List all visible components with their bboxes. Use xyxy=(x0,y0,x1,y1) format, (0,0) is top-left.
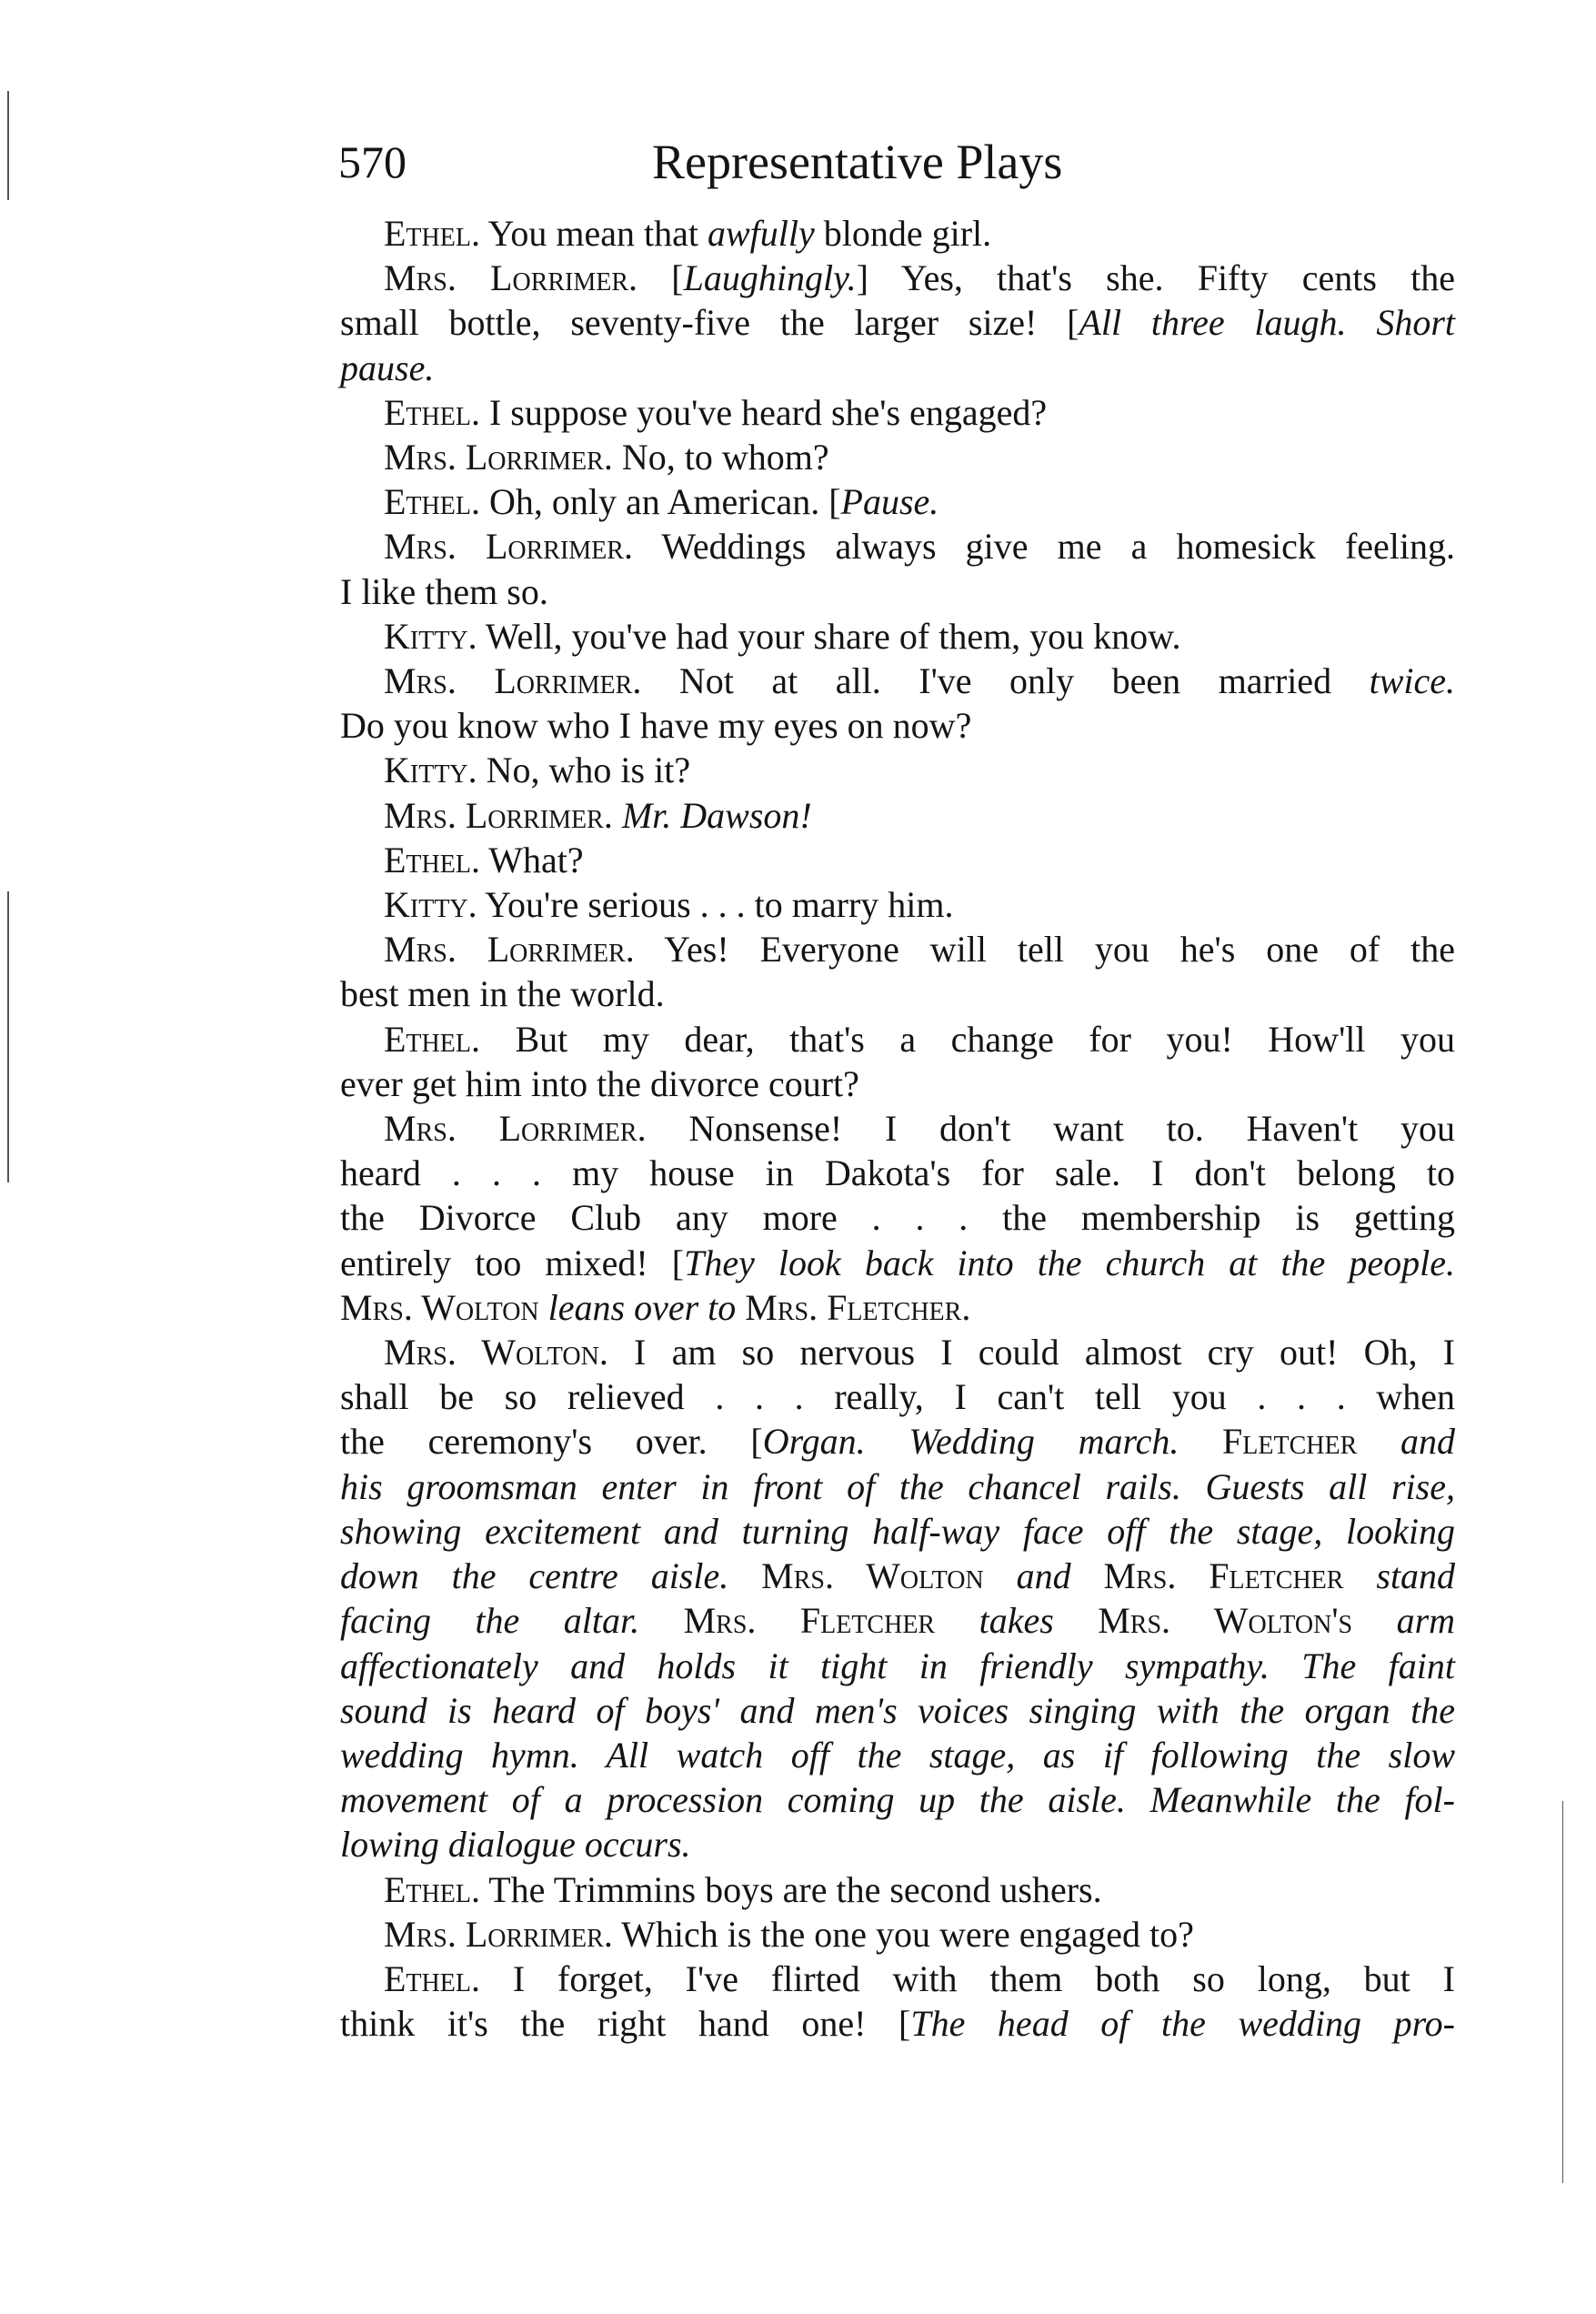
dialogue-text xyxy=(1179,1421,1222,1462)
text-line xyxy=(340,1644,1455,1688)
dialogue-text: Which is the one you were engaged to? xyxy=(612,1913,1194,1955)
speaker-name: Mrs. Wolton. xyxy=(384,1332,608,1373)
dialogue-text: Well, you've had your share of them, you know. xyxy=(477,615,1181,657)
text-line xyxy=(340,1106,1455,1151)
speaker-name: Ethel. xyxy=(384,1868,480,1910)
dialogue-text: the Divorce Club any more . . . the membership is getting xyxy=(340,1197,1455,1239)
speaker-name: Mrs. Fletcher. xyxy=(745,1286,971,1328)
speaker-name: Mrs. Lorrimer. xyxy=(384,929,635,971)
text-line xyxy=(340,390,1455,435)
text-line xyxy=(340,1867,1455,1912)
text-line xyxy=(340,211,1455,256)
text-line xyxy=(340,1598,1455,1643)
dialogue-text: think it's the right hand one! [ xyxy=(340,2003,911,2045)
text-line xyxy=(340,1419,1455,1464)
page-header xyxy=(338,126,1457,198)
text-line xyxy=(340,1061,1455,1106)
dialogue-text xyxy=(639,1600,683,1641)
dialogue-text xyxy=(613,795,622,836)
stage-direction: his groomsman enter in front of the chancel rails. Guests all rise, xyxy=(340,1465,1455,1507)
dialogue-text xyxy=(1054,1600,1098,1641)
dialogue-text: [ xyxy=(637,257,684,299)
dialogue-text xyxy=(728,1555,761,1596)
dialogue-text: the ceremony's over. [ xyxy=(340,1421,763,1463)
stage-direction: down the centre aisle. xyxy=(340,1555,729,1597)
dialogue-text: I forget, I've flirted with them both so long, but I xyxy=(479,1957,1455,1999)
scan-edge-mark xyxy=(1562,1801,1563,2183)
text-line xyxy=(340,1822,1455,1866)
stage-direction: takes xyxy=(979,1600,1054,1642)
stage-direction: wedding hymn. All watch off the stage, as if following the slow xyxy=(340,1734,1455,1776)
speaker-name: Fletcher xyxy=(1222,1421,1358,1463)
dialogue-text xyxy=(736,1287,745,1328)
text-line xyxy=(340,479,1455,524)
dialogue-text: I like them so. xyxy=(340,570,548,612)
stage-direction: arm xyxy=(1396,1600,1456,1642)
text-line xyxy=(340,1241,1455,1285)
text-line xyxy=(340,1733,1455,1777)
speaker-name: Mrs. Wolton xyxy=(761,1555,984,1597)
dialogue-text: You mean that xyxy=(479,213,708,254)
dialogue-text: Nonsense! I don't want to. Haven't you xyxy=(646,1108,1455,1150)
text-line xyxy=(340,1195,1455,1240)
dialogue-text: You're serious . . . to marry him. xyxy=(477,884,954,926)
dialogue-text: No, who is it? xyxy=(477,750,691,791)
dialogue-text xyxy=(1071,1555,1104,1596)
dialogue-text xyxy=(1343,1555,1376,1596)
running-title: Representative Plays xyxy=(652,135,1063,189)
text-line xyxy=(340,524,1455,568)
text-line xyxy=(340,1957,1455,2001)
dialogue-text: Oh, only an American. [ xyxy=(479,481,841,523)
dialogue-text: best men in the world. xyxy=(340,973,665,1015)
dialogue-text: blonde girl. xyxy=(814,213,992,254)
text-line xyxy=(340,300,1455,345)
stage-direction: sound is heard of boys' and men's voices singing with the organ the xyxy=(340,1689,1455,1731)
stage-direction: Mr. Dawson! xyxy=(621,794,812,836)
dialogue-text: No, to whom? xyxy=(612,437,829,478)
speaker-name: Mrs. Fletcher xyxy=(1103,1555,1344,1597)
speaker-name: Ethel. xyxy=(384,839,480,880)
text-line xyxy=(340,1464,1455,1509)
speaker-name: Ethel. xyxy=(384,391,480,433)
speaker-name: Ethel. xyxy=(384,481,480,523)
dialogue-text: Yes! Everyone will tell you he's one of the xyxy=(634,929,1455,971)
dialogue-text: entirely too mixed! [ xyxy=(340,1242,685,1283)
text-line xyxy=(340,1912,1455,1957)
stage-direction: leans over to xyxy=(547,1286,737,1328)
text-line xyxy=(340,882,1455,927)
text-line xyxy=(340,1330,1455,1374)
speaker-name: Ethel. xyxy=(384,1018,480,1060)
dialogue-text: But my dear, that's a change for you! How'll you xyxy=(479,1018,1455,1060)
text-line xyxy=(340,2001,1455,2046)
stage-direction: The head of the wedding pro- xyxy=(910,2003,1455,2045)
dialogue-text xyxy=(984,1555,1017,1596)
speaker-name: Mrs. Lorrimer. xyxy=(384,1913,613,1955)
dialogue-text: Do you know who I have my eyes on now? xyxy=(340,705,972,747)
dialogue-text: small bottle, seventy-five the larger size! [ xyxy=(340,302,1079,344)
text-line xyxy=(340,659,1455,703)
stage-direction: showing excitement and turning half-way face off the stage, looking xyxy=(340,1510,1455,1552)
speaker-name: Mrs. Lorrimer. xyxy=(384,526,633,568)
text-line xyxy=(340,1509,1455,1554)
dialogue-text: The Trimmins boys are the second ushers. xyxy=(479,1868,1102,1910)
speaker-name: Mrs. Fletcher xyxy=(683,1600,936,1642)
speaker-name: Kitty. xyxy=(384,884,477,926)
speaker-name: Mrs. Lorrimer. xyxy=(384,794,613,836)
text-line xyxy=(340,346,1455,390)
stage-direction: lowing dialogue occurs. xyxy=(340,1824,691,1866)
dialogue-text xyxy=(935,1600,979,1641)
text-line xyxy=(340,614,1455,659)
speaker-name: Mrs. Lorrimer. xyxy=(384,257,638,299)
dialogue-text: I am so nervous I could almost cry out! Oh, I xyxy=(607,1332,1455,1373)
stage-direction: and xyxy=(1016,1555,1071,1597)
text-line xyxy=(340,1285,1455,1330)
speaker-name: Mrs. Lorrimer. xyxy=(384,660,642,702)
dialogue-text: ] Yes, that's she. Fifty cents the xyxy=(856,257,1455,299)
play-text xyxy=(340,211,1455,2046)
dialogue-text: I suppose you've heard she's engaged? xyxy=(479,391,1048,433)
stage-direction: Organ. Wedding march. xyxy=(762,1421,1179,1463)
stage-direction: affectionately and holds it tight in friendly sympathy. The faint xyxy=(340,1645,1455,1686)
text-line xyxy=(340,1017,1455,1061)
speaker-name: Mrs. Lorrimer. xyxy=(384,1108,647,1150)
stage-direction: stand xyxy=(1376,1555,1456,1597)
text-line xyxy=(340,435,1455,479)
dialogue-text xyxy=(539,1287,548,1328)
text-line xyxy=(340,1151,1455,1195)
text-line xyxy=(340,703,1455,748)
stage-direction: awfully xyxy=(707,213,815,254)
speaker-name: Mrs. Wolton xyxy=(340,1286,539,1328)
text-line xyxy=(340,1688,1455,1733)
text-line xyxy=(340,256,1455,300)
dialogue-text xyxy=(1352,1600,1396,1641)
text-line xyxy=(340,838,1455,882)
stage-direction: twice. xyxy=(1369,660,1456,702)
text-line xyxy=(340,1374,1455,1419)
dialogue-text: Weddings always give me a homesick feeling. xyxy=(632,526,1455,568)
stage-direction: They look back into the church at the people. xyxy=(684,1242,1455,1283)
text-line xyxy=(340,927,1455,971)
stage-direction: and xyxy=(1400,1421,1455,1463)
dialogue-text: What? xyxy=(479,839,584,880)
dialogue-text xyxy=(1357,1421,1400,1462)
speaker-name: Mrs. Wolton's xyxy=(1098,1600,1353,1642)
dialogue-text: shall be so relieved . . . really, I can't tell you . . . when xyxy=(340,1376,1455,1418)
stage-direction: pause. xyxy=(340,347,435,388)
page-number: 570 xyxy=(338,136,407,187)
stage-direction: movement of a procession coming up the aisle. Meanwhile the fol- xyxy=(340,1779,1455,1821)
dialogue-text: ever get him into the divorce court? xyxy=(340,1062,859,1104)
text-line xyxy=(340,1554,1455,1598)
text-line xyxy=(340,569,1455,614)
stage-direction: Laughingly. xyxy=(683,257,857,299)
text-line xyxy=(340,748,1455,792)
scan-edge-mark xyxy=(7,891,9,1182)
dialogue-text: Not at all. I've only been married xyxy=(641,660,1370,702)
speaker-name: Kitty. xyxy=(384,750,477,791)
stage-direction: facing the altar. xyxy=(340,1600,640,1642)
text-line xyxy=(340,1777,1455,1822)
speaker-name: Mrs. Lorrimer. xyxy=(384,437,613,478)
dialogue-text: heard . . . my house in Dakota's for sale. I don't belong to xyxy=(340,1152,1455,1194)
speaker-name: Ethel. xyxy=(384,213,480,254)
stage-direction: All three laugh. Short xyxy=(1079,302,1456,344)
speaker-name: Ethel. xyxy=(384,1957,480,1999)
text-line xyxy=(340,793,1455,838)
scan-edge-mark xyxy=(7,91,9,200)
text-line xyxy=(340,971,1455,1016)
speaker-name: Kitty. xyxy=(384,615,477,657)
stage-direction: Pause. xyxy=(840,481,939,523)
